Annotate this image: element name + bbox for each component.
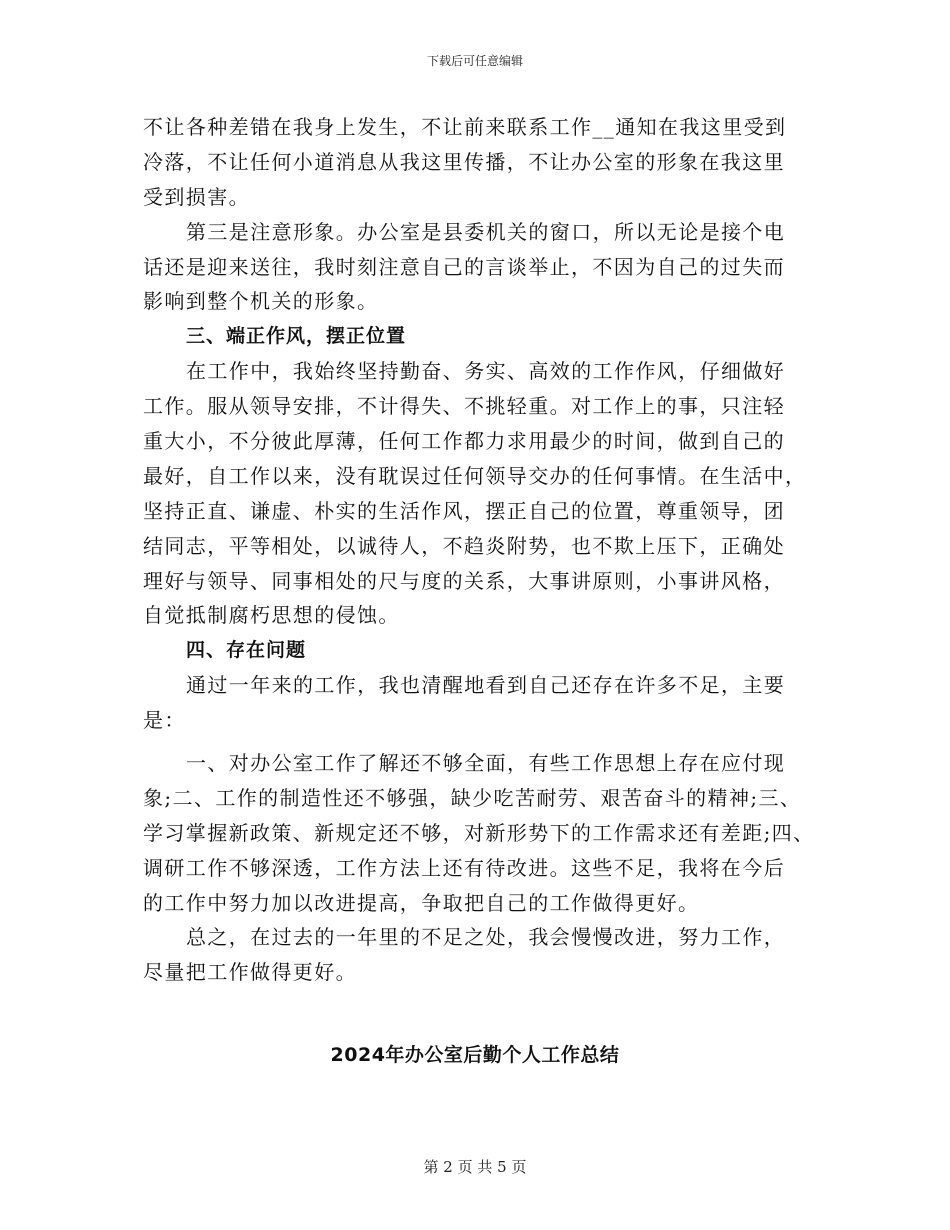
section-heading: 四、存在问题 [186,639,307,662]
body-line: 一、对办公室工作了解还不够全面，有些工作思想上存在应付现 [186,751,786,776]
body-line: 影响到整个机关的形象。 [143,289,379,314]
page-number: 第 2 页 共 5 页 [423,1158,527,1176]
paragraph-gap [143,740,823,748]
body-line: 最好，自工作以来，没有耽误过任何领导交办的任何事情。在生活中， [143,463,807,488]
page-header-note: 下载后可任意编辑 [426,54,523,68]
body-line: 重大小，不分彼此厚薄，任何工作都力求用最少的时间，做到自己的 [143,429,785,454]
body-line: 冷落，不让任何小道消息从我这里传播，不让办公室的形象在我这里 [143,149,785,174]
body-line: 理好与领导、同事相处的尺与度的关系，大事讲原则，小事讲风格， [143,568,785,593]
body-line: 总之，在过去的一年里的不足之处，我会慢慢改进，努力工作， [186,925,786,950]
document-body [143,112,823,992]
body-line: 学习掌握新政策、新规定还不够，对新形势下的工作需求还有差距;四、 [143,820,815,845]
body-line: 受到损害。 [143,184,250,209]
body-line: 在工作中，我始终坚持勤奋、务实、高效的工作作风，仔细做好 [186,359,786,384]
body-line: 通过一年来的工作，我也清醒地看到自己还存在许多不足，主要 [186,673,786,698]
body-line: 结同志，平等相处，以诚待人，不趋炎附势，也不欺上压下，正确处 [143,533,785,558]
body-line: 第三是注意形象。办公室是县委机关的窗口，所以无论是接个电 [186,219,786,244]
body-line: 是： [143,708,186,733]
body-line: 调研工作不够深透，工作方法上还有待改进。这些不足，我将在今后 [143,855,785,880]
body-line: 话还是迎来送往，我时刻注意自己的言谈举止，不因为自己的过失而 [143,254,785,279]
body-line: 不让各种差错在我身上发生，不让前来联系工作__通知在我这里受到 [143,115,787,139]
body-line: 坚持正直、谦虚、朴实的生活作风，摆正自己的位置，尊重领导，团 [143,498,785,523]
section-heading: 三、端正作风，摆正位置 [186,325,407,348]
body-line: 自觉抵制腐朽思想的侵蚀。 [143,603,400,628]
body-line: 的工作中努力加以改进提高，争取把自己的工作做得更好。 [143,890,700,915]
body-line: 工作。服从领导安排，不计得失、不挑轻重。对工作上的事，只注轻 [143,394,785,419]
document-title: 2024年办公室后勤个人工作总结 [330,1044,620,1066]
body-line: 尽量把工作做得更好。 [143,960,357,985]
body-line: 象;二、工作的制造性还不够强，缺少吃苦耐劳、艰苦奋斗的精神;三、 [143,785,802,810]
